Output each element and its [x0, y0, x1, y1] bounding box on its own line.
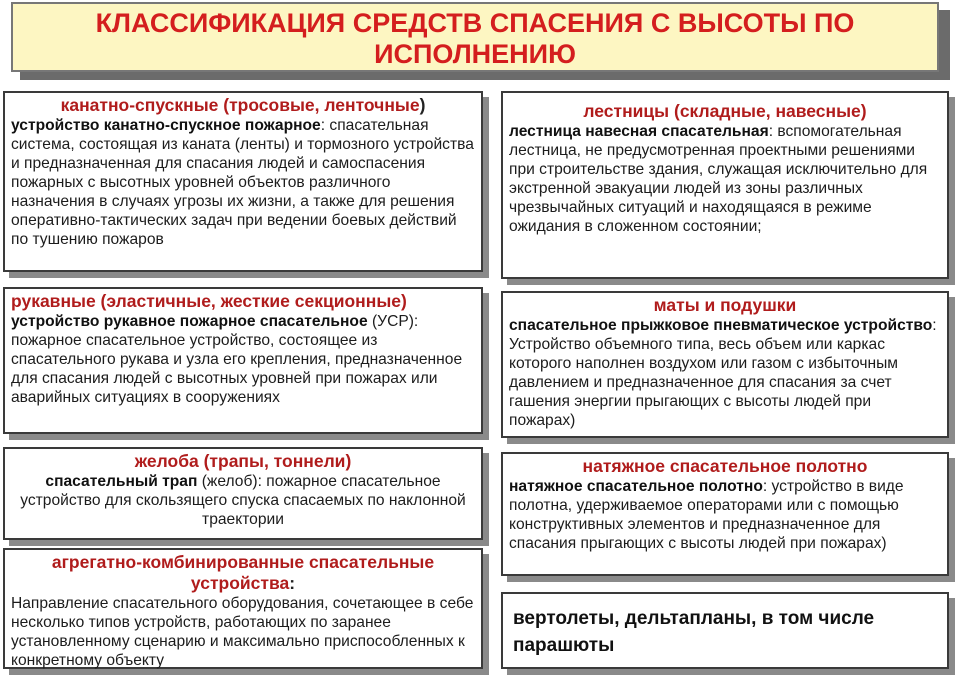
sheet-term: натяжное спасательное полотно	[509, 478, 763, 495]
mats-body	[509, 316, 941, 430]
mats-term: спасательное прыжковое пневматическое устройство	[509, 317, 933, 334]
combined-box	[3, 548, 483, 669]
sleeve-box	[3, 287, 483, 434]
sheet-box	[501, 452, 949, 576]
sleeve-definition: (УСР): пожарное спасательное устройство, состоящее из спасательного рукава и узла его крепления, предназначенное для спасания людей с высотных уровней при пожарах или аварийных ситуациях в сооружениях	[11, 313, 463, 406]
combined-heading-tail: :	[289, 573, 296, 593]
rope-descent-heading-tail: )	[419, 95, 426, 115]
ladders-heading: лестницы (складные, навесные)	[583, 101, 867, 121]
combined-heading-text: агрегатно-комбинированные спасательные устройства	[51, 552, 435, 593]
page-title: КЛАССИФИКАЦИЯ СРЕДСТВ СПАСЕНИЯ С ВЫСОТЫ ПО ИСПОЛНЕНИЮ	[11, 2, 939, 72]
sleeve-heading: рукавные (эластичные, жесткие секционные)	[11, 291, 407, 311]
ladders-term: лестница навесная спасательная	[509, 123, 769, 140]
ladders-box	[501, 91, 949, 279]
sheet-heading: натяжное спасательное полотно	[582, 456, 868, 476]
sleeve-body	[11, 312, 475, 407]
aviation-box	[501, 592, 949, 669]
rope-descent-definition: : спасательная система, состоящая из каната (ленты) и тормозного устройства и предназначенная для спасания людей и самоспасения пожарных с высотных уровней объектов различного назначения в случаях угрозы их жизни, а также для решения оперативно-тактических задач при ведении боевых действий по тушению пожаров	[11, 117, 474, 248]
mats-definition: : Устройство объемного типа, весь объем или каркас которого наполнен воздухом или газом с избыточным давлением и предназначенное для спасания за счет гашения энергии прыгающих с высоты людей при пожарах)	[509, 317, 937, 429]
rope-descent-term: устройство канатно-спускное пожарное	[11, 117, 321, 134]
aviation-text: вертолеты, дельтапланы, в том числе парашюты	[513, 608, 875, 656]
chute-body	[11, 472, 475, 529]
ladders-body	[509, 122, 941, 236]
rope-descent-heading	[11, 95, 475, 116]
mats-box	[501, 291, 949, 438]
chute-box	[3, 447, 483, 540]
ladders-definition: : вспомогательная лестница, не предусмотренная проектными решениями при строительстве здания, служащая исключительно для экстренной эвакуации людей из зоны различных чрезвычайных ситуаций и находящаяся в режиме ожидания в сложенном состоянии;	[509, 123, 928, 235]
mats-heading: маты и подушки	[653, 295, 797, 315]
combined-heading	[11, 552, 475, 594]
rope-descent-box	[3, 91, 483, 272]
chute-heading: желоба (трапы, тоннели)	[134, 451, 352, 471]
sleeve-term: устройство рукавное пожарное спасательное	[11, 313, 368, 330]
sheet-definition: : устройство в виде полотна, удерживаемое операторами или с помощью конструктивных элементов и предназначенное для спасания прыгающих с высоты людей при пожарах)	[509, 478, 904, 552]
combined-definition: Направление спасательного оборудования, сочетающее в себе несколько типов устройств, работающих по заранее установленному сценарию и максимально приспособленных к конкретному объекту	[11, 595, 474, 669]
sheet-body	[509, 477, 941, 553]
rope-descent-heading-text: канатно-спускные (тросовые, ленточные	[60, 95, 420, 115]
rope-descent-body	[11, 116, 475, 249]
chute-definition: (желоб): пожарное спасательное устройство для скользящего спуска спасаемых по наклонной траектории	[20, 473, 466, 528]
chute-term: спасательный трап	[45, 473, 198, 490]
